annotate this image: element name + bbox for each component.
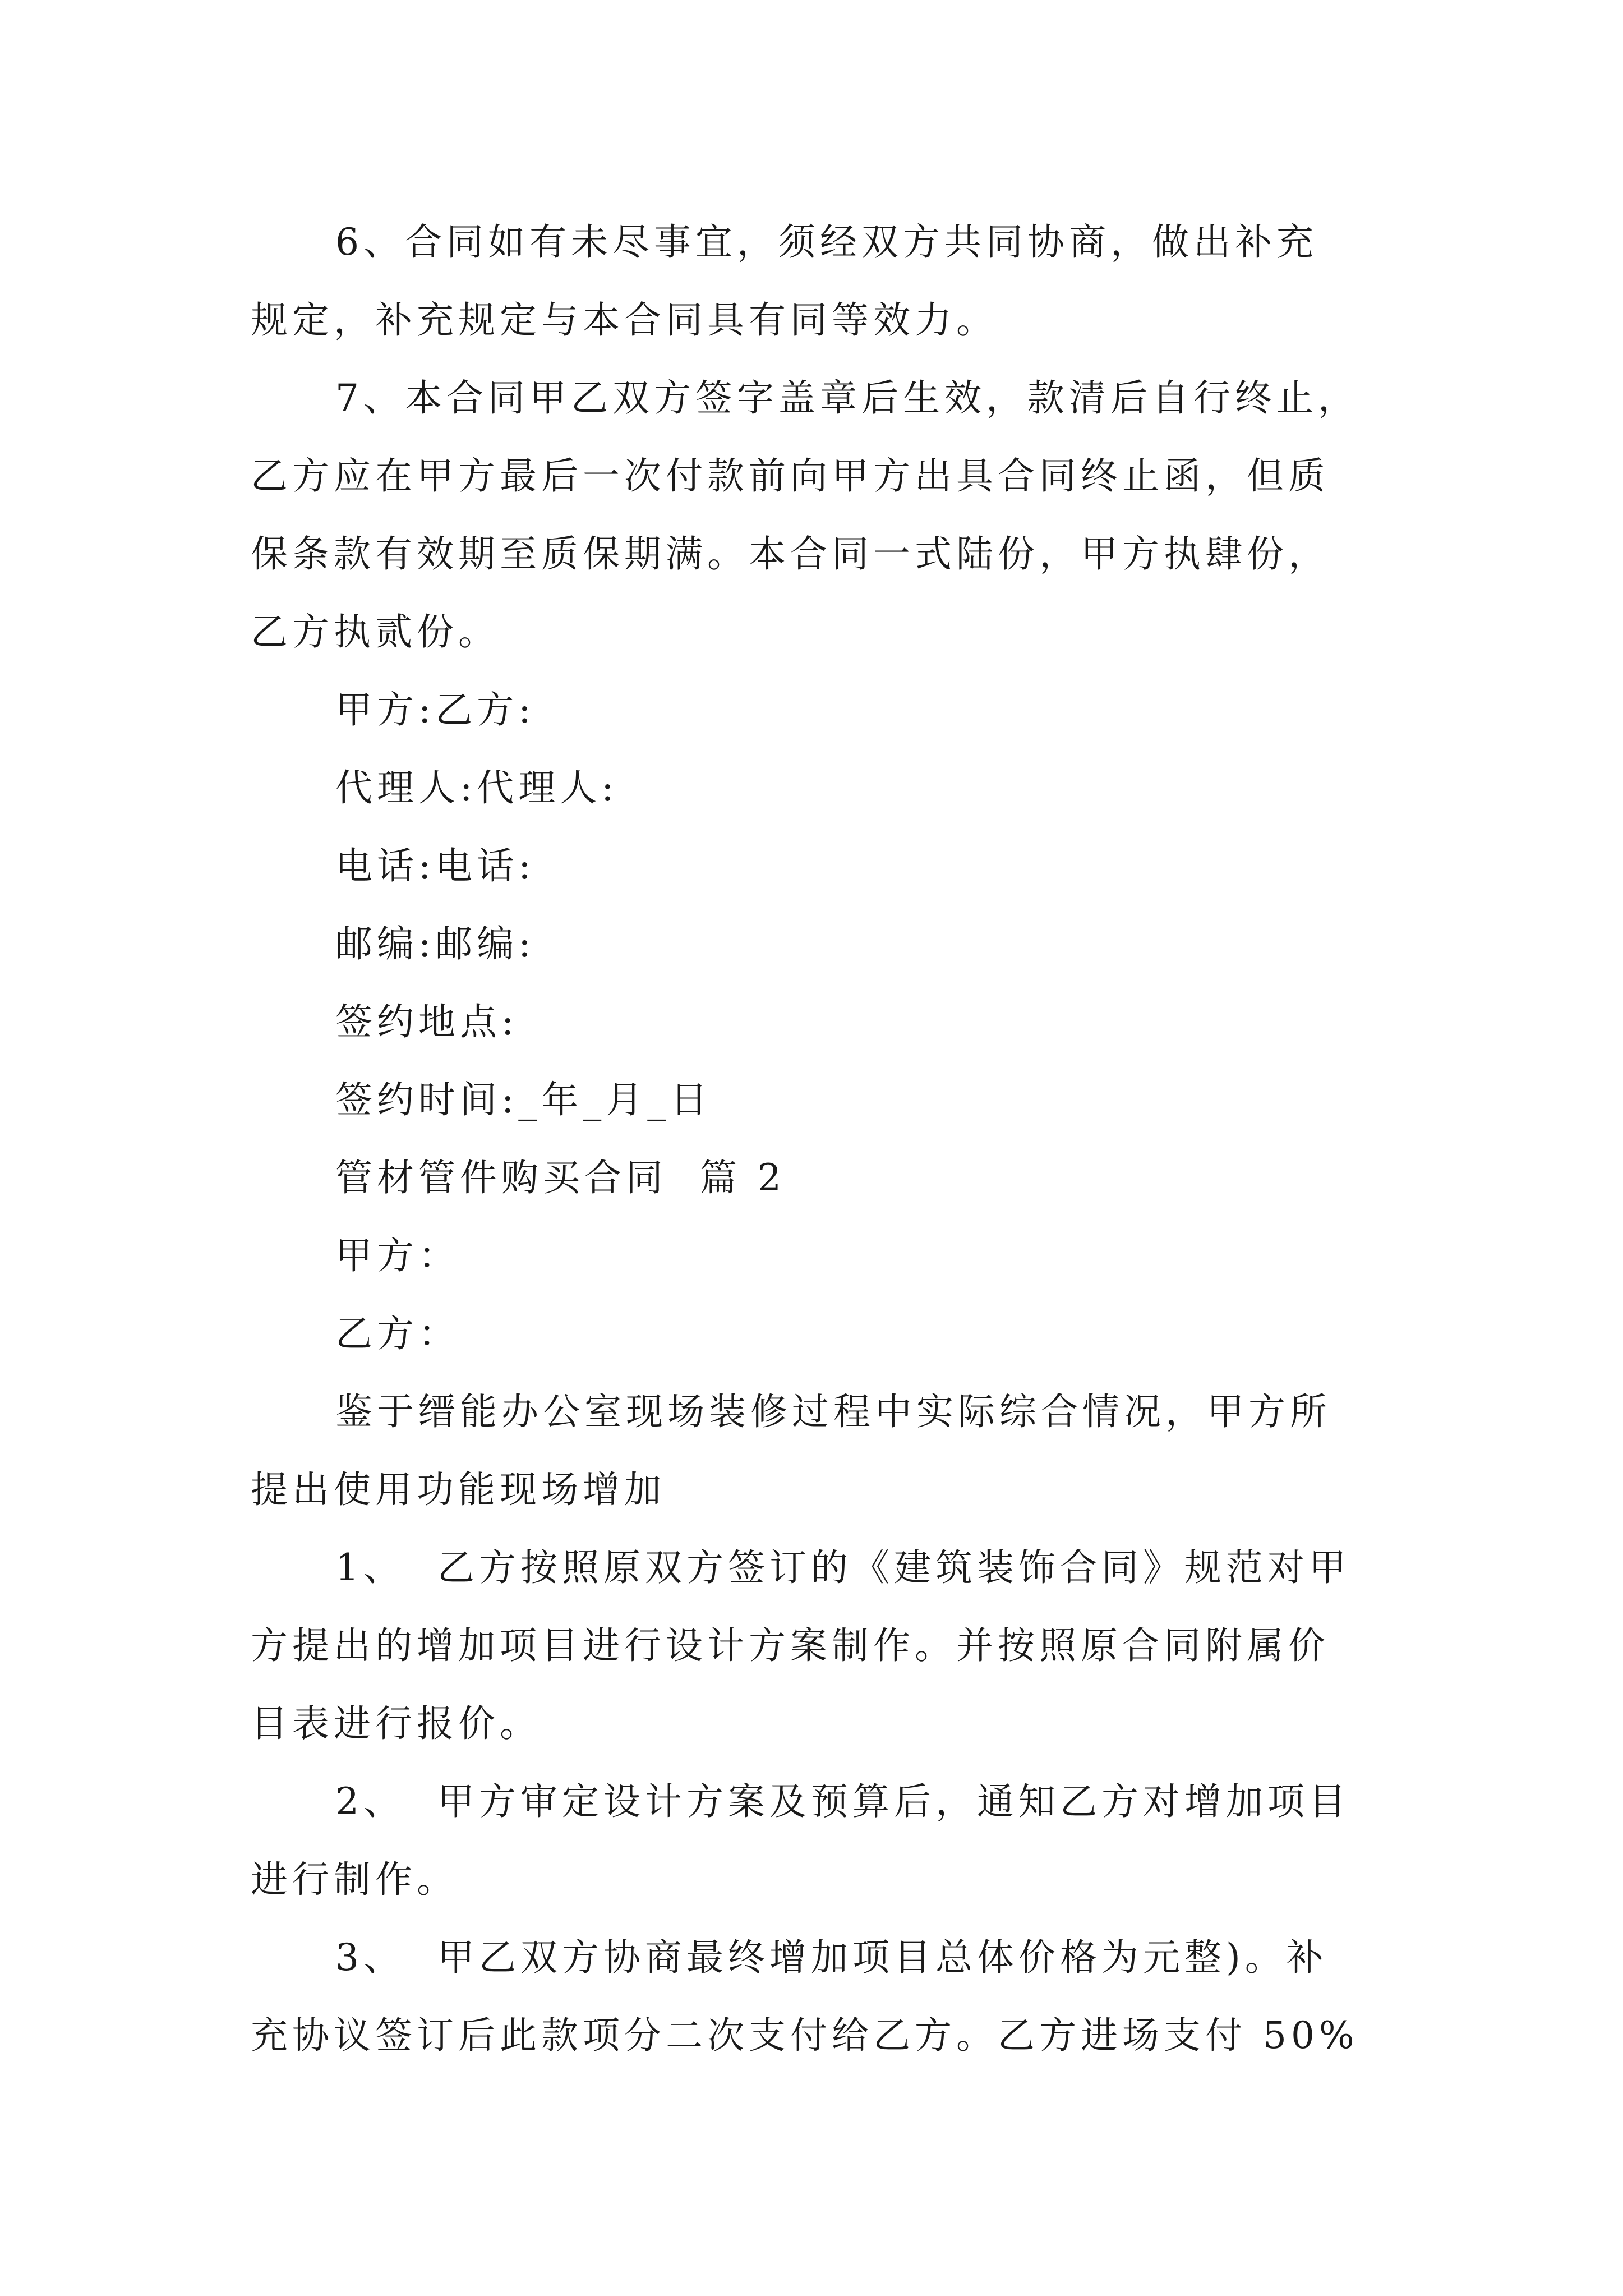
heading-text: 管材管件购买合同 篇 2 bbox=[335, 1156, 786, 1199]
paragraph-clause-6 bbox=[251, 203, 1389, 359]
text-line: 乙方执贰份。 bbox=[251, 610, 500, 654]
text-line: 签约时间:_年_月_日 bbox=[335, 1078, 712, 1121]
text-line: 充协议签订后此款项分二次支付给乙方。乙方进场支付 50% bbox=[251, 2014, 1359, 2057]
text-line: 甲方:乙方: bbox=[335, 688, 536, 731]
party-b-line bbox=[335, 1295, 1474, 1373]
text-line: 乙方应在甲方最后一次付款前向甲方出具合同终止函，但质 bbox=[251, 454, 1330, 498]
signature-agent-line bbox=[335, 749, 1474, 827]
text-line: 方提出的增加项目进行设计方案制作。并按照原合同附属价 bbox=[251, 1624, 1330, 1667]
section-heading bbox=[335, 1139, 1474, 1217]
text-line: 代理人:代理人: bbox=[335, 766, 619, 809]
paragraph-item-2 bbox=[251, 1763, 1389, 1918]
text-line: 规定，补充规定与本合同具有同等效力。 bbox=[251, 298, 998, 342]
text-line: 3、 甲乙双方协商最终增加项目总体价格为元整)。补 bbox=[335, 1936, 1328, 1979]
text-line: 进行制作。 bbox=[251, 1858, 458, 1901]
text-line: 电话:电话: bbox=[335, 844, 536, 887]
text-line: 2、 甲方审定设计方案及预算后，通知乙方对增加项目 bbox=[335, 1780, 1350, 1823]
text-line: 6、合同如有未尽事宜，须经双方共同协商，做出补充 bbox=[335, 220, 1318, 264]
paragraph-item-3 bbox=[251, 1918, 1389, 2074]
text-line: 甲方： bbox=[335, 1234, 460, 1277]
text-line: 邮编:邮编: bbox=[335, 922, 536, 965]
text-line: 提出使用功能现场增加 bbox=[251, 1468, 666, 1511]
text-line: 目表进行报价。 bbox=[251, 1702, 541, 1745]
text-line: 签约地点: bbox=[335, 1000, 519, 1043]
paragraph-preamble bbox=[251, 1373, 1389, 1529]
signature-postcode-line bbox=[335, 905, 1474, 983]
paragraph-item-1 bbox=[251, 1529, 1389, 1763]
text-line: 保条款有效期至质保期满。本合同一式陆份，甲方执肆份， bbox=[251, 532, 1330, 576]
text-line: 7、本合同甲乙双方签字盖章后生效，款清后自行终止， bbox=[335, 376, 1359, 420]
text-line: 鉴于缙能办公室现场装修过程中实际综合情况，甲方所 bbox=[335, 1390, 1331, 1433]
text-line: 1、 乙方按照原双方签订的《建筑装饰合同》规范对甲 bbox=[335, 1546, 1350, 1589]
signing-date-line bbox=[335, 1061, 1474, 1139]
text-line: 乙方： bbox=[335, 1312, 460, 1355]
signature-party-line bbox=[335, 671, 1474, 749]
signing-place-line bbox=[335, 983, 1474, 1061]
party-a-line bbox=[335, 1217, 1474, 1295]
paragraph-clause-7 bbox=[251, 359, 1389, 671]
signature-phone-line bbox=[335, 827, 1474, 905]
